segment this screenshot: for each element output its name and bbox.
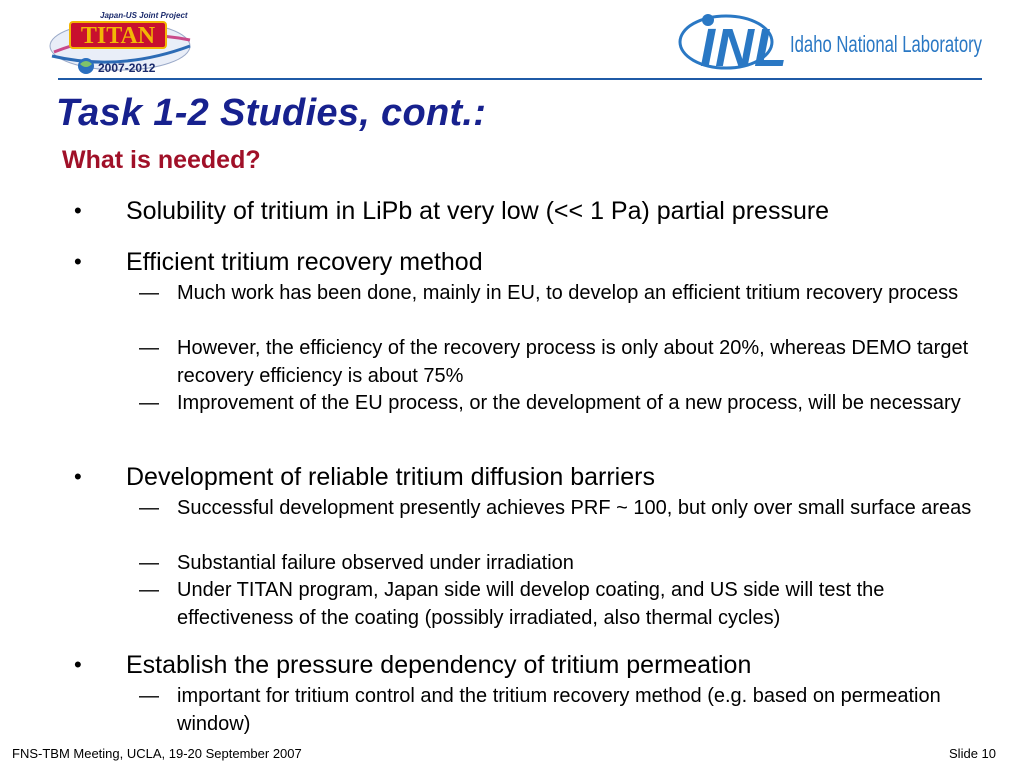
header-divider <box>58 78 982 80</box>
sub-bullet-marker: — <box>139 579 159 601</box>
sub-bullet-text: Much work has been done, mainly in EU, to develop an efficient tritium recovery process <box>177 282 959 304</box>
slide-title: Task 1-2 Studies, cont.: <box>56 92 487 134</box>
titan-logo-caption: Japan-US Joint Project <box>100 11 188 20</box>
slide-subtitle: What is needed? <box>62 146 261 174</box>
sub-bullet-marker: — <box>139 337 159 359</box>
sub-bullet-text: Improvement of the EU process, or the development of a new process, will be necessary <box>177 392 961 414</box>
sub-bullet-marker: — <box>139 282 159 304</box>
sub-bullet-marker: — <box>139 392 159 414</box>
sub-bullet-text: However, the efficiency of the recovery process is only about 20%, whereas DEMO target recovery efficiency is about 75% <box>177 337 969 387</box>
bullet-marker: • <box>74 464 82 489</box>
sub-bullet-text: important for tritium control and the tritium recovery method (e.g. based on permeation window) <box>177 685 941 735</box>
titan-logo-name: TITAN <box>80 23 156 49</box>
slide-number: Slide 10 <box>949 746 996 761</box>
bullet-text: Efficient tritium recovery method <box>126 248 483 276</box>
inl-logo-name: Idaho National Laboratory <box>790 31 983 57</box>
inl-logo <box>678 8 988 74</box>
sub-bullet-marker: — <box>139 685 159 707</box>
sub-bullet-text: Under TITAN program, Japan side will develop coating, and US side will test the effectiveness of the coating (possibly irradiated, also thermal cycles) <box>177 579 885 629</box>
inl-logo-mark: INL <box>700 18 787 74</box>
bullet-text: Solubility of tritium in LiPb at very low (<< 1 Pa) partial pressure <box>126 197 830 225</box>
sub-bullet-text: Successful development presently achieves PRF ~ 100, but only over small surface areas <box>177 497 972 519</box>
bullet-marker: • <box>74 198 82 223</box>
bullet-marker: • <box>74 652 82 677</box>
footer-meeting-info: FNS-TBM Meeting, UCLA, 19-20 September 2007 <box>12 746 302 761</box>
sub-bullet-marker: — <box>139 497 159 519</box>
sub-bullet-marker: — <box>139 552 159 574</box>
bullet-marker: • <box>74 249 82 274</box>
titan-logo-years: 2007-2012 <box>98 61 156 75</box>
bullet-text: Establish the pressure dependency of tritium permeation <box>126 651 752 679</box>
sub-bullet-text: Substantial failure observed under irradiation <box>177 552 574 574</box>
bullet-text: Development of reliable tritium diffusion barriers <box>126 463 655 491</box>
titan-project-logo <box>40 6 196 78</box>
